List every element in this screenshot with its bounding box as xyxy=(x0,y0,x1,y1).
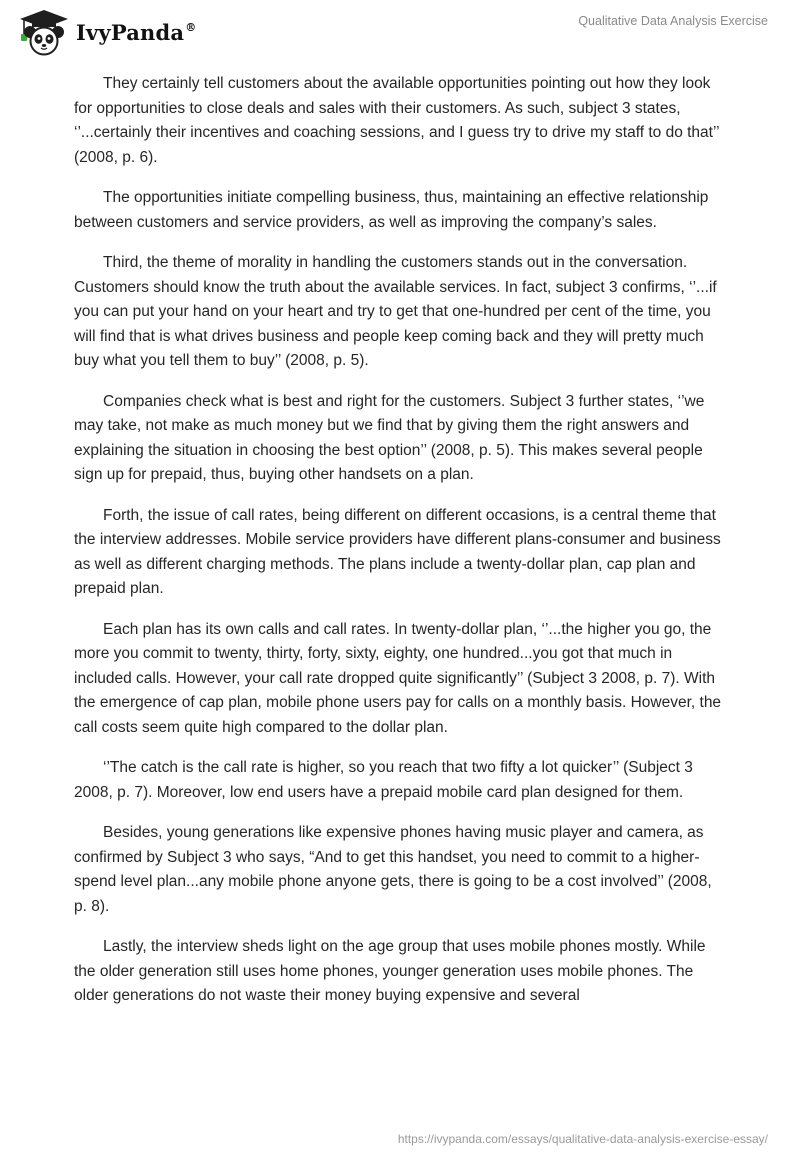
paragraph: They certainly tell customers about the available opportunities pointing out how they look for opportunities to close deals and sales with their customers. As such, subject 3 states, ‘’...certainly their incentives and coaching sessions, and I guess try to drive my staff to do that’’ (2008, p. 6). xyxy=(74,75,720,166)
brand-logo[interactable] xyxy=(14,8,196,56)
brand-name: IvyPanda® xyxy=(76,19,197,45)
trademark-mark: ® xyxy=(185,20,197,34)
paragraph: ‘’The catch is the call rate is higher, so you reach that two fifty a lot quicker’’ (Subject 3 2008, p. 7). Moreover, low end users have a prepaid mobile card plan designed for them. xyxy=(74,759,693,801)
paragraph: Companies check what is best and right for the customers. Subject 3 further states, ‘’we may take, not make as much money but we find that by giving them the right answers and explaining the situation in choosing the best option’’ (2008, p. 5). This makes several people sign up for prepaid, thus, buying other handsets on a plan. xyxy=(74,392,705,483)
paragraph: Lastly, the interview sheds light on the age group that uses mobile phones mostly. While the older generation still uses home phones, younger generation uses mobile phones. The older generations do not waste their money buying expensive and several xyxy=(74,938,706,1004)
paragraph: Third, the theme of morality in handling the customers stands out in the conversation. Customers should know the truth about the available services. In fact, subject 3 confirms, ‘’...if you can put your hand on your heart and try to get that one-hundred per cent of the time, you will find that is what drives business and people keep coming back and they will pretty much buy what you tell them to buy’’ (2008, p. 5). xyxy=(74,254,717,369)
panda-graduate-icon xyxy=(14,8,70,56)
paragraph: Forth, the issue of call rates, being different on different occasions, is a central theme that the interview addresses. Mobile service providers have different plans-consumer and business as well as different charging methods. The plans include a twenty-dollar plan, cap plan and prepaid plan. xyxy=(74,506,721,597)
paragraph: Each plan has its own calls and call rates. In twenty-dollar plan, ‘’...the higher you go, the more you commit to twenty, thirty, forty, sixty, eighty, one hundred...you got that much in included calls. However, your call rate dropped quite significantly’’ (Subject 3 2008, p. 7). With the emergence of cap plan, mobile phone users pay for calls on a monthly basis. However, the call costs seem quite high compared to the dollar plan. xyxy=(74,620,722,736)
document-title: Qualitative Data Analysis Exercise xyxy=(578,14,768,28)
page-header xyxy=(0,0,800,70)
essay-body xyxy=(74,72,726,1025)
paragraph: The opportunities initiate compelling business, thus, maintaining an effective relationship between customers and service providers, as well as improving the company’s sales. xyxy=(74,189,709,231)
paragraph: Besides, young generations like expensive phones having music player and camera, as confirmed by Subject 3 who says, “And to get this handset, you need to commit to a higher-spend level plan...any mobile phone anyone gets, there is going to be a cost involved’’ (2008, p. 8). xyxy=(74,824,712,915)
source-url[interactable]: https://ivypanda.com/essays/qualitative-data-analysis-exercise-essay/ xyxy=(397,1132,768,1146)
